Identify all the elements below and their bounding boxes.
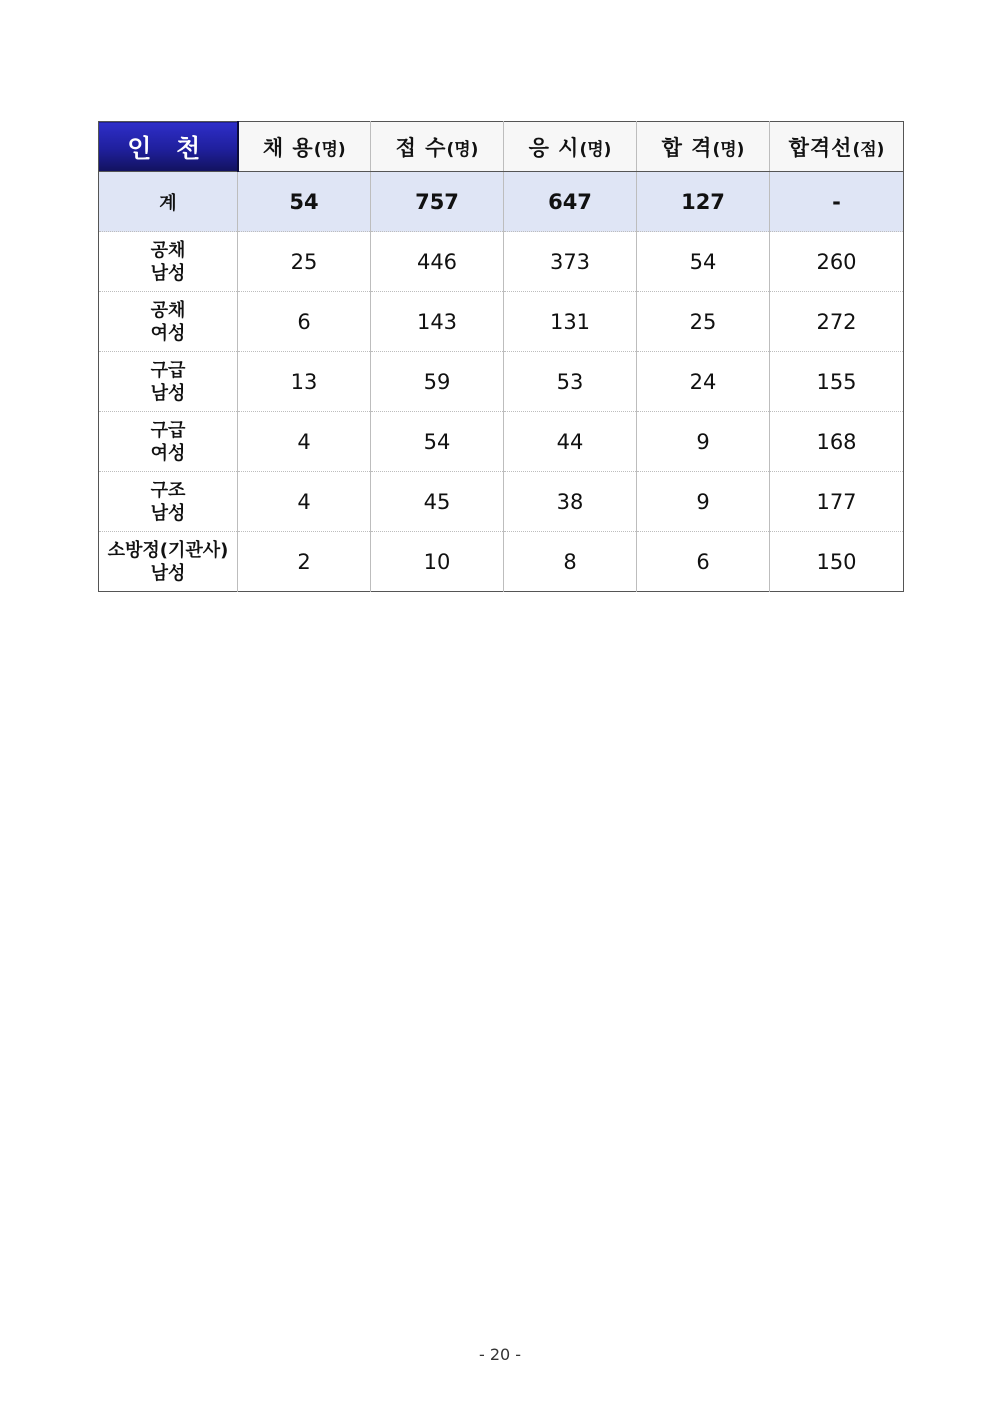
table-row	[99, 292, 904, 352]
table-cell: 10	[371, 532, 504, 592]
table-cell: 6	[637, 532, 770, 592]
header-unit: (명)	[712, 139, 745, 160]
header-unit: (점)	[852, 139, 885, 160]
header-unit: (명)	[446, 139, 479, 160]
header-label: 채 용	[262, 135, 314, 160]
row-label-line: 공채	[150, 239, 186, 261]
table-row	[99, 232, 904, 292]
header-examined	[504, 122, 637, 172]
table-cell: 45	[371, 472, 504, 532]
region-header: 인 천	[99, 122, 238, 172]
header-cutoff	[770, 122, 904, 172]
header-label: 합격선	[788, 135, 853, 160]
table-cell: 373	[504, 232, 637, 292]
row-label-line: 구급	[150, 419, 186, 441]
table-row	[99, 472, 904, 532]
row-label-line: 남성	[150, 562, 186, 584]
header-passed	[637, 122, 770, 172]
table-cell: -	[770, 172, 904, 232]
row-label-line: 공채	[150, 299, 186, 321]
header-row	[99, 122, 904, 172]
table-cell: 131	[504, 292, 637, 352]
header-label: 응 시	[528, 135, 580, 160]
table-cell: 143	[371, 292, 504, 352]
table-cell: 24	[637, 352, 770, 412]
table-cell: 25	[637, 292, 770, 352]
table-cell: 38	[504, 472, 637, 532]
table-cell: 168	[770, 412, 904, 472]
table-cell: 44	[504, 412, 637, 472]
row-label-line: 여성	[150, 442, 186, 464]
table-cell: 127	[637, 172, 770, 232]
table-row	[99, 532, 904, 592]
table-cell: 8	[504, 532, 637, 592]
header-label: 접 수	[395, 135, 447, 160]
table-cell: 4	[238, 412, 371, 472]
table-cell: 757	[371, 172, 504, 232]
header-hired	[238, 122, 371, 172]
page-number: - 20 -	[478, 1345, 522, 1364]
header-unit: (명)	[313, 139, 346, 160]
table-cell: 9	[637, 412, 770, 472]
header-applied	[371, 122, 504, 172]
header-label: 합 격	[661, 135, 713, 160]
table-cell: 13	[238, 352, 371, 412]
table-cell: 25	[238, 232, 371, 292]
table-cell: 59	[371, 352, 504, 412]
table-cell: 150	[770, 532, 904, 592]
row-label-line: 구급	[150, 359, 186, 381]
row-label	[99, 412, 238, 472]
header-unit: (명)	[579, 139, 612, 160]
table-row	[99, 412, 904, 472]
table-cell: 6	[238, 292, 371, 352]
row-label	[99, 532, 238, 592]
table-cell: 54	[637, 232, 770, 292]
table-cell: 9	[637, 472, 770, 532]
row-label	[99, 292, 238, 352]
row-label-line: 남성	[150, 502, 186, 524]
table-cell: 647	[504, 172, 637, 232]
total-label: 계	[99, 172, 238, 232]
table-cell: 155	[770, 352, 904, 412]
table-cell: 53	[504, 352, 637, 412]
row-label-line: 소방정(기관사)	[107, 539, 229, 561]
row-label-line: 남성	[150, 382, 186, 404]
table-cell: 54	[371, 412, 504, 472]
table-cell: 2	[238, 532, 371, 592]
row-label-line: 남성	[150, 262, 186, 284]
table-cell: 54	[238, 172, 371, 232]
table-cell: 260	[770, 232, 904, 292]
table-cell: 446	[371, 232, 504, 292]
recruitment-results-table	[98, 121, 904, 592]
row-label	[99, 232, 238, 292]
table-row	[99, 352, 904, 412]
total-row	[99, 172, 904, 232]
table-cell: 272	[770, 292, 904, 352]
row-label-line: 구조	[150, 479, 186, 501]
table-cell: 4	[238, 472, 371, 532]
row-label	[99, 352, 238, 412]
row-label	[99, 472, 238, 532]
row-label-line: 여성	[150, 322, 186, 344]
table-cell: 177	[770, 472, 904, 532]
